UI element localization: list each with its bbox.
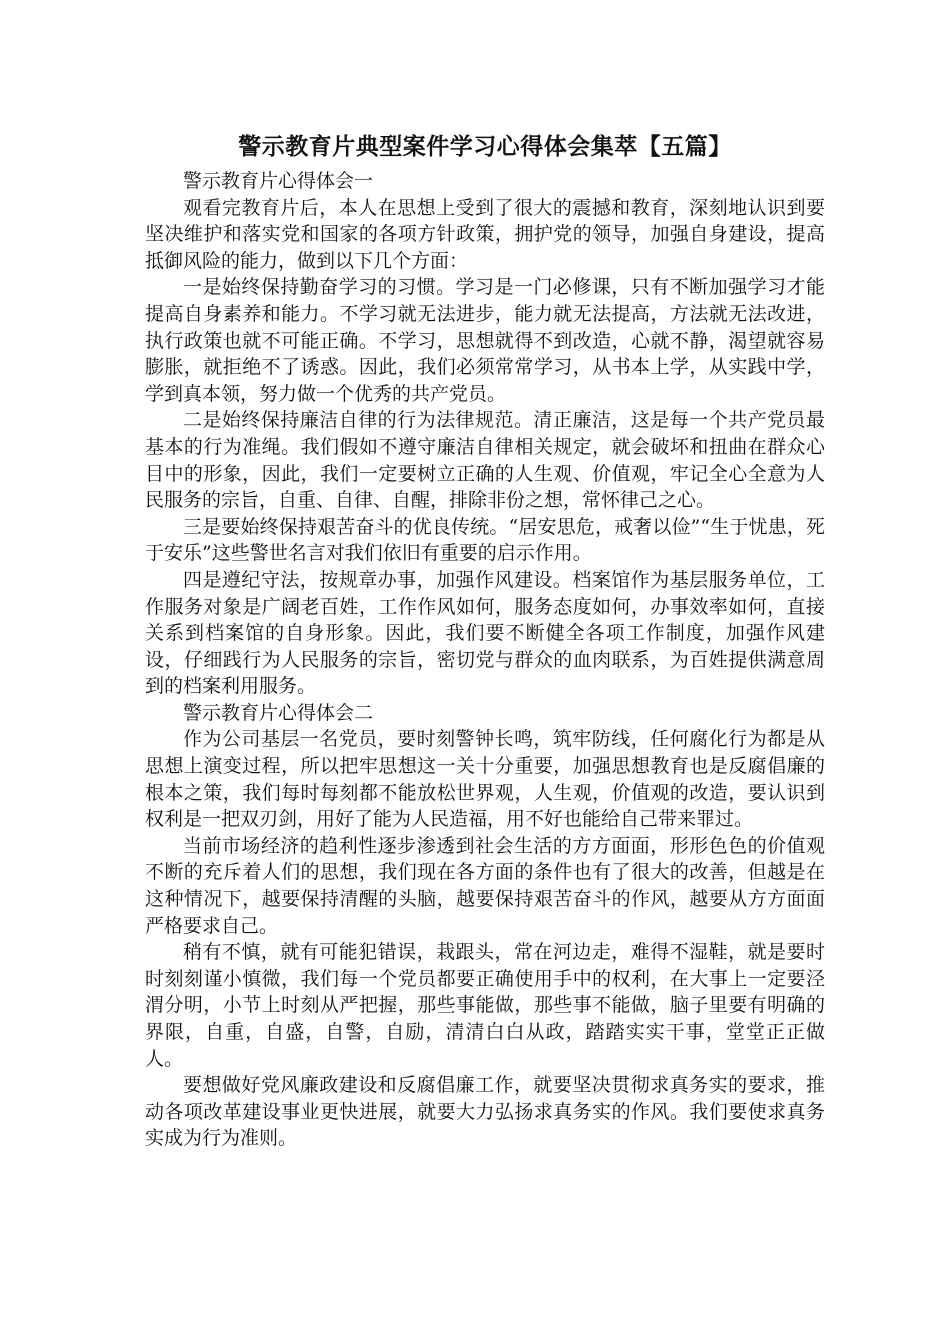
paragraph: 观看完教育片后，本人在思想上受到了很大的震撼和教育，深刻地认识到要坚决维护和落实党和国家的各项方针政策，拥护党的领导，加强自身建设，提高抵御风险的能力，做到以下几个方面： [145,196,825,272]
section-heading-2: 警示教育片心得体会二 [183,701,374,724]
section-heading-1: 警示教育片心得体会一 [183,170,374,192]
paragraph: 四是遵纪守法，按规章办事，加强作风建设。档案馆作为基层服务单位，工作服务对象是广阔老百姓，工作作风如何，服务态度如何，办事效率如何，直接关系到档案馆的自身形象。因此，我们要不断健全各项工作制度，加强作风建设，仔细践行为人民服务的宗旨，密切党与群众的血肉联系，为百姓提供满意周到的档案利用服务。 [145,568,825,698]
paragraph: 当前市场经济的趋利性逐步渗透到社会生活的方方面面，形形色色的价值观不断的充斥着人们的思想，我们现在各方面的条件也有了很大的改善，但越是在这种情况下，越要保持清醒的头脑，越要保持艰苦奋斗的作风，越要从方方面面严格要求自己。 [145,834,825,937]
document-body [145,168,825,1152]
paragraph: 要想做好党风廉政建设和反腐倡廉工作，就要坚决贯彻求真务实的要求，推动各项改革建设事业更快进展，就要大力弘扬求真务实的作风。我们要使求真务实成为行为准则。 [145,1074,825,1150]
document-page [145,130,825,1152]
paragraph: 作为公司基层一名党员，要时刻警钟长鸣，筑牢防线，任何腐化行为都是从思想上演变过程，所以把牢思想这一关十分重要，加强思想教育也是反腐倡廉的根本之策，我们每时每刻都不能放松世界观，人生观，价值观的改造，要认识到权利是一把双刃剑，用好了能为人民造福，用不好也能给自己带来罪过。 [145,728,825,831]
paragraph: 二是始终保持廉洁自律的行为法律规范。清正廉洁，这是每一个共产党员最基本的行为准绳。我们假如不遵守廉洁自律相关规定，就会破坏和扭曲在群众心目中的形象，因此，我们一定要树立正确的人生观、价值观，牢记全心全意为人民服务的宗旨，自重、自律、自醒，排除非份之想，常怀律己之心。 [145,409,825,512]
paragraph: 一是始终保持勤奋学习的习惯。学习是一门必修课，只有不断加强学习才能提高自身素养和能力。不学习就无法进步，能力就无法提高，方法就无法改进，执行政策也就不可能正确。不学习，思想就得不到改造，心就不静，渴望就容易膨胀，就拒绝不了诱惑。因此，我们必须常常学习，从书本上学，从实践中学，学到真本领，努力做一个优秀的共产党员。 [145,276,825,405]
paragraph: 稍有不慎，就有可能犯错误，栽跟头，常在河边走，难得不湿鞋，就是要时时刻刻谨小慎微，我们每一个党员都要正确使用手中的权利，在大事上一定要泾渭分明，小节上时刻从严把握，那些事能做，那些事不能做，脑子里要有明确的界限，自重，自盛，自警，自励，清清白白从政，踏踏实实干事，堂堂正正做人。 [145,941,825,1070]
paragraph: 三是要始终保持艰苦奋斗的优良传统。“居安思危，戒奢以俭”“生于忧患，死于安乐”这些警世名言对我们依旧有重要的启示作用。 [145,515,825,565]
document-title: 警示教育片典型案件学习心得体会集萃【五篇】 [238,133,732,160]
